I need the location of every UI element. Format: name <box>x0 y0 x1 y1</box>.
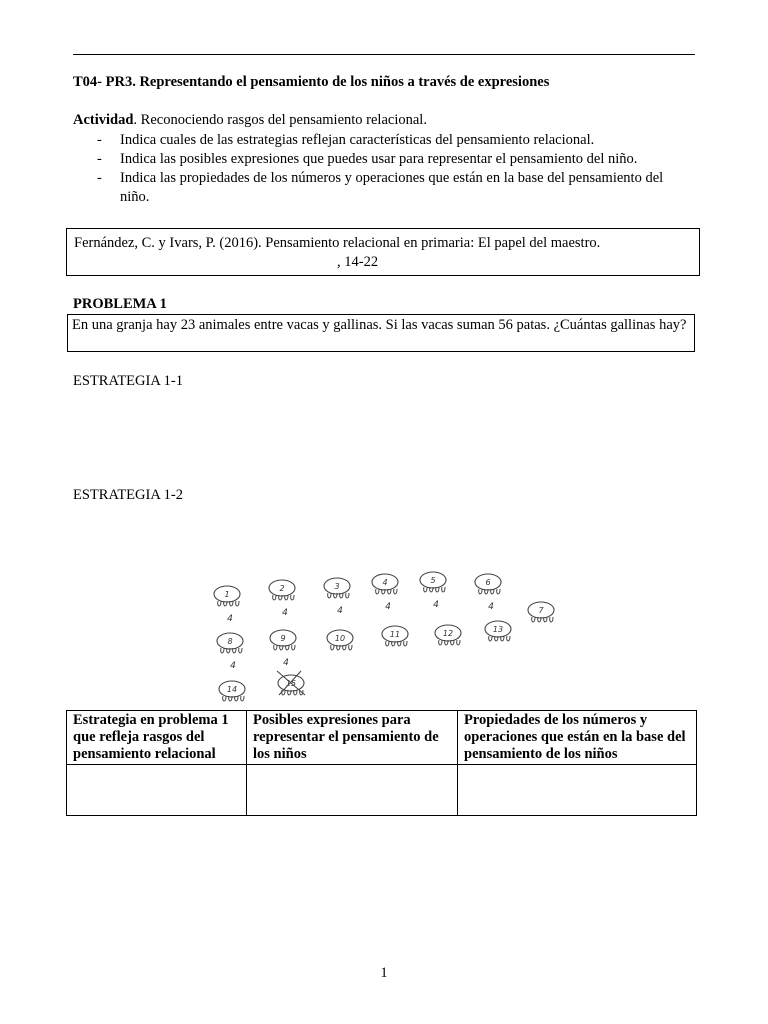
cow-figure <box>277 671 305 695</box>
answer-table <box>66 710 697 816</box>
activity-label: Actividad <box>73 112 134 128</box>
bullet-text: Indica las posibles expresiones que puedes usar para representar el pensamiento del niño. <box>120 151 638 167</box>
cow-number-label: 9 <box>280 634 286 643</box>
cow-number-label: 3 <box>334 582 340 591</box>
cow-figure <box>382 626 408 646</box>
leg-count-label: 4 <box>433 600 439 610</box>
activity-intro <box>73 111 427 130</box>
activity-bullet-list <box>73 131 693 207</box>
cow-number-label: 12 <box>442 629 454 638</box>
cow-figure <box>485 621 511 641</box>
bullet-dash: - <box>97 170 102 186</box>
cow-figure <box>270 630 296 668</box>
cow-number-label: 1 <box>224 590 230 599</box>
cow-figure <box>435 625 461 645</box>
problem-heading: PROBLEMA 1 <box>73 296 167 312</box>
reference-box <box>66 228 700 276</box>
page-title: T04- PR3. Representando el pensamiento de los niños a través de expresiones <box>73 74 550 90</box>
cow-drawing-sketch <box>205 566 565 706</box>
leg-count-label: 4 <box>385 602 391 612</box>
cow-figure <box>528 602 554 622</box>
cow-number-label: 15 <box>285 679 297 688</box>
bullet-text: Indica las propiedades de los números y operaciones que están en la base del pensamiento del niño. <box>120 170 664 205</box>
bullet-dash: - <box>97 151 102 167</box>
activity-text: . Reconociendo rasgos del pensamiento relacional. <box>133 112 427 128</box>
page-number: 1 <box>380 965 388 981</box>
problem-box <box>67 314 695 352</box>
strategy-1-2-heading: ESTRATEGIA 1-2 <box>73 487 183 503</box>
table-row <box>67 765 697 816</box>
cow-figure <box>217 633 243 671</box>
cow-number-label: 5 <box>430 576 436 585</box>
table-header-cell: Estrategia en problema 1 que refleja rasgos del pensamiento relacional <box>67 711 247 765</box>
cow-figure <box>475 574 501 612</box>
leg-count-label: 4 <box>282 608 288 618</box>
bullet-dash: - <box>97 132 102 148</box>
leg-count-label: 4 <box>337 606 343 616</box>
table-cell[interactable] <box>247 765 458 816</box>
leg-count-label: 4 <box>230 661 236 671</box>
reference-line-1: Fernández, C. y Ivars, P. (2016). Pensamiento relacional en primaria: El papel del maestro. <box>74 235 601 251</box>
cow-number-label: 10 <box>334 634 346 643</box>
leg-count-label: 4 <box>227 614 233 624</box>
cow-figure <box>372 574 398 612</box>
table-header-cell: Propiedades de los números y operaciones que están en la base del pensamiento de los niños <box>458 711 697 765</box>
top-rule <box>73 54 695 55</box>
cow-number-label: 8 <box>227 637 233 646</box>
cow-number-label: 7 <box>538 606 544 615</box>
cow-figure <box>219 681 245 701</box>
table-cell[interactable] <box>67 765 247 816</box>
cow-number-label: 2 <box>279 584 285 593</box>
reference-line-2: , 14-22 <box>337 254 379 270</box>
table-cell[interactable] <box>458 765 697 816</box>
strategy-1-1-heading: ESTRATEGIA 1-1 <box>73 373 183 389</box>
cow-number-label: 14 <box>226 685 238 694</box>
cow-number-label: 4 <box>382 578 388 587</box>
bullet-item <box>73 131 693 150</box>
cow-figure <box>324 578 350 616</box>
table-header-cell: Posibles expresiones para representar el pensamiento de los niños <box>247 711 458 765</box>
problem-text: En una granja hay 23 animales entre vacas y gallinas. Si las vacas suman 56 patas. ¿Cuántas gallinas hay? <box>72 317 687 333</box>
cow-figure <box>214 586 240 624</box>
cow-number-label: 6 <box>485 578 491 587</box>
leg-count-label: 4 <box>488 602 494 612</box>
bullet-item <box>73 169 693 207</box>
cow-number-label: 11 <box>389 630 401 639</box>
cow-figure <box>327 630 353 650</box>
leg-count-label: 4 <box>283 658 289 668</box>
table-header-row <box>67 711 697 765</box>
cow-number-label: 13 <box>492 625 504 634</box>
cow-figure <box>420 572 446 610</box>
bullet-item <box>73 150 693 169</box>
cow-figure <box>269 580 295 618</box>
bullet-text: Indica cuales de las estrategias reflejan características del pensamiento relacional. <box>120 132 595 148</box>
